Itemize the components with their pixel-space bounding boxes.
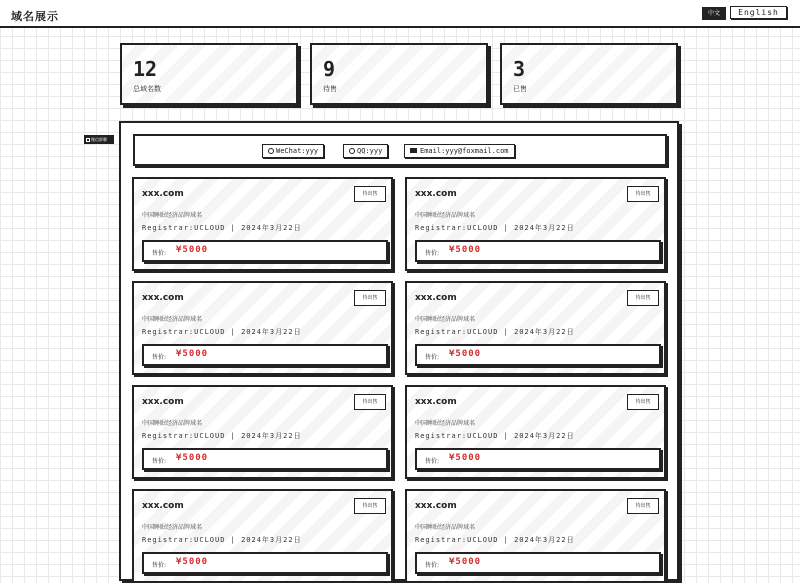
domain-desc: 中国睡眠经济品牌域名 [142,212,203,219]
email-chip[interactable] [404,144,515,158]
qq-chip[interactable] [343,144,388,158]
stat-value: 12 [133,57,158,81]
registrar-info: Registrar:UCLOUD | 2024年3月22日 [142,328,302,336]
domain-name: xxx.com [415,189,457,199]
domain-card[interactable] [132,489,393,583]
wechat-text: WeChat:yyy [276,147,319,155]
stat-card-pending [310,43,488,105]
domain-desc: 中国睡眠经济品牌域名 [142,316,203,323]
status-badge[interactable]: 待出售 [627,186,659,202]
price-box [415,344,661,366]
top-header [0,0,800,28]
domain-panel [119,121,679,581]
status-badge[interactable]: 待出售 [627,290,659,306]
side-badge-label: 微信群聊 [91,137,107,142]
registrar-info: Registrar:UCLOUD | 2024年3月22日 [142,432,302,440]
domain-name: xxx.com [142,501,184,511]
status-badge[interactable]: 待出售 [354,290,386,306]
lang-en-button[interactable]: English [730,6,787,19]
stat-value: 9 [323,57,336,81]
domain-card[interactable] [405,489,666,583]
price-value: ¥5000 [176,349,209,359]
domain-card[interactable] [405,281,666,375]
chat-icon [86,138,90,142]
domain-card[interactable] [132,281,393,375]
price-value: ¥5000 [449,557,482,567]
price-value: ¥5000 [176,557,209,567]
price-label: 售价: [152,250,167,257]
side-badge[interactable] [84,135,114,144]
price-box [142,344,388,366]
price-box [142,448,388,470]
domain-name: xxx.com [142,397,184,407]
price-label: 售价: [152,458,167,465]
status-badge[interactable]: 待出售 [354,186,386,202]
domain-card[interactable] [405,385,666,479]
registrar-info: Registrar:UCLOUD | 2024年3月22日 [415,432,575,440]
contact-bar [133,134,667,166]
registrar-info: Registrar:UCLOUD | 2024年3月22日 [415,224,575,232]
price-value: ¥5000 [449,453,482,463]
price-box [142,552,388,574]
lang-zh-button[interactable]: 中文 [702,7,726,20]
price-label: 售价: [425,354,440,361]
domain-card[interactable] [132,177,393,271]
stat-card-sold [500,43,678,105]
domain-name: xxx.com [142,293,184,303]
domain-card[interactable] [405,177,666,271]
price-label: 售价: [425,562,440,569]
domain-desc: 中国睡眠经济品牌域名 [415,524,476,531]
price-label: 售价: [425,250,440,257]
price-value: ¥5000 [449,349,482,359]
price-value: ¥5000 [176,453,209,463]
stat-value: 3 [513,57,526,81]
price-value: ¥5000 [449,245,482,255]
domain-desc: 中国睡眠经济品牌域名 [415,212,476,219]
domain-name: xxx.com [415,501,457,511]
price-label: 售价: [152,562,167,569]
domain-desc: 中国睡眠经济品牌域名 [142,524,203,531]
price-box [415,448,661,470]
stat-label: 待售 [323,85,337,93]
domain-desc: 中国睡眠经济品牌域名 [415,316,476,323]
status-badge[interactable]: 待出售 [627,394,659,410]
price-box [415,240,661,262]
domain-card[interactable] [132,385,393,479]
domain-name: xxx.com [415,293,457,303]
stat-label: 已售 [513,85,527,93]
site-title: 域名展示 [11,10,59,23]
clock-icon [349,148,355,154]
stat-card-total [120,43,298,105]
mail-icon [410,148,417,153]
price-value: ¥5000 [176,245,209,255]
domain-desc: 中国睡眠经济品牌域名 [142,420,203,427]
wechat-chip[interactable] [262,144,324,158]
price-label: 售价: [152,354,167,361]
registrar-info: Registrar:UCLOUD | 2024年3月22日 [142,224,302,232]
registrar-info: Registrar:UCLOUD | 2024年3月22日 [415,536,575,544]
price-label: 售价: [425,458,440,465]
domain-name: xxx.com [142,189,184,199]
registrar-info: Registrar:UCLOUD | 2024年3月22日 [415,328,575,336]
price-box [415,552,661,574]
status-badge[interactable]: 待出售 [627,498,659,514]
stat-label: 总域名数 [133,85,161,93]
price-box [142,240,388,262]
status-badge[interactable]: 待出售 [354,394,386,410]
status-badge[interactable]: 待出售 [354,498,386,514]
email-text: Email:yyy@foxmail.com [420,147,509,155]
domain-desc: 中国睡眠经济品牌域名 [415,420,476,427]
qq-text: QQ:yyy [357,147,383,155]
domain-name: xxx.com [415,397,457,407]
clock-icon [268,148,274,154]
registrar-info: Registrar:UCLOUD | 2024年3月22日 [142,536,302,544]
